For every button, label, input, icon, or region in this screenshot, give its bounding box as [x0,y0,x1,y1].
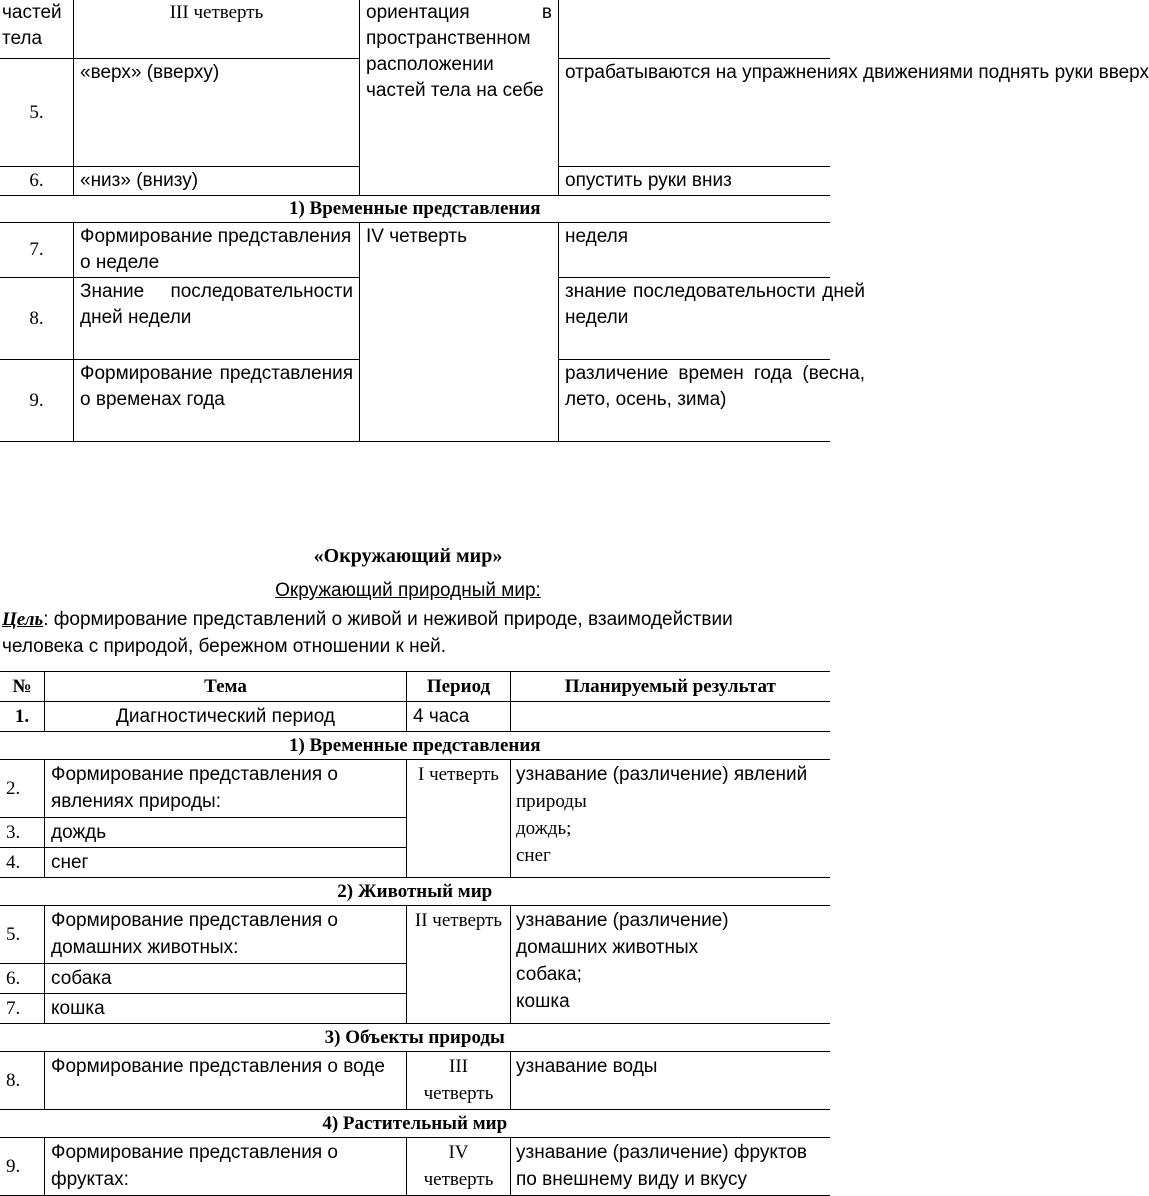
section-title: 1) Временные представления [0,196,830,223]
cell-num: 8. [0,278,74,360]
section-row [0,1024,830,1052]
section-title: 3) Объекты природы [0,1024,830,1052]
cell-num: 4. [0,848,45,878]
result-text: отрабатываются на упражнениях движениями поднять руки вверх [565,62,1149,83]
cell-result [559,360,865,442]
header-num: № [0,672,45,702]
table-row [0,1138,830,1196]
cell-topic: Диагностический период [45,702,407,732]
section-row [0,732,830,760]
cell-num: 9. [0,1138,45,1196]
header-topic: Тема [45,672,407,702]
cell-result [511,1138,830,1196]
result-line: кошка [516,991,570,1012]
bottom-table [0,671,830,1196]
goal-label: Цель [2,609,44,630]
cell-num: 6. [0,964,45,994]
result-line: узнавание (различение) явлений [516,764,808,785]
cell-num: 8. [0,1052,45,1110]
result-line: узнавание воды [516,1056,658,1077]
cell-num: 2. [0,760,45,818]
cell-num: 1. [0,702,45,732]
table-row [0,906,830,964]
section-title: 1) Временные представления [0,732,830,760]
cell-topic: собака [45,964,407,994]
cell-period: IV четверть [407,1138,511,1196]
cell-topic: Формирование представления о фруктах: [45,1138,407,1196]
cell-result: неделя [559,223,830,278]
top-table [0,0,1149,442]
table-row [0,0,830,59]
section-row [0,1110,830,1138]
cell-period: IV четверть [360,223,559,442]
cell-num: 5. [0,59,74,167]
result-line: дождь; [516,818,572,839]
result-line: природы [516,791,587,812]
result-text: различение времен года (весна, лето, осень, зима) [565,363,865,410]
goal-paragraph [2,606,816,660]
result-line: снег [516,845,551,866]
section-heading: «Окружающий мир» [313,545,503,567]
result-line: собака; [516,964,582,985]
cell-topic: III четверть [74,0,360,59]
section-title: 2) Животный мир [0,878,830,906]
cell-topic: Формирование представления о временах года [74,360,360,442]
section-subtitle: Окружающий природный мир: [275,580,541,601]
cell-topic: Знание последовательности дней недели [74,278,360,360]
cell-result [511,906,830,1024]
cell-period: 4 часа [407,702,511,732]
result-line: узнавание (различение) фруктов [516,1142,808,1163]
cell-topic: Формирование представления о явлениях природы: [45,760,407,818]
cell-result [559,278,865,360]
cell-period: ориентация в пространственном расположении частей тела на себе [360,0,559,196]
cell-topic: Формирование представления о воде [45,1052,407,1110]
table-row [0,223,830,278]
cell-period: I четверть [407,760,511,878]
cell-result [511,1052,830,1110]
cell-period: III четверть [407,1052,511,1110]
cell-topic: Формирование представления о неделе [74,223,360,278]
cell-result [511,760,830,878]
cell-num: 7. [0,994,45,1024]
cell-num: 5. [0,906,45,964]
table-row [0,1052,830,1110]
section-row [0,196,830,223]
cell-result [559,59,1149,167]
cell-num: 7. [0,223,74,278]
table-row [0,760,830,818]
table-row [0,702,830,732]
goal-text: : формирование представлений о живой и неживой природе, взаимодействии [43,609,733,630]
cell-topic: кошка [45,994,407,1024]
header-period: Период [407,672,511,702]
cell-result [559,0,830,59]
cell-num: 9. [0,360,74,442]
cell-topic: дождь [45,818,407,848]
table-header-row [0,672,830,702]
cell-period: II четверть [407,906,511,1024]
result-line: узнавание (различение) [516,910,729,931]
cell-topic: снег [45,848,407,878]
cell-result [511,702,830,732]
cell-num: частей тела [0,0,74,59]
cell-num: 6. [0,167,74,196]
cell-result: опустить руки вниз [559,167,830,196]
header-result: Планируемый результат [511,672,830,702]
cell-topic: «верх» (вверху) [74,59,360,167]
result-text: знание последовательности дней недели [565,281,865,328]
goal-text: человека с природой, бережном отношении к ней. [2,636,447,657]
cell-topic: Формирование представления о домашних животных: [45,906,407,964]
section-title: 4) Растительный мир [0,1110,830,1138]
cell-num: 3. [0,818,45,848]
section-row [0,878,830,906]
result-line: по внешнему виду и вкусу [516,1169,748,1190]
result-line: домашних животных [516,937,699,958]
cell-topic: «низ» (внизу) [74,167,360,196]
